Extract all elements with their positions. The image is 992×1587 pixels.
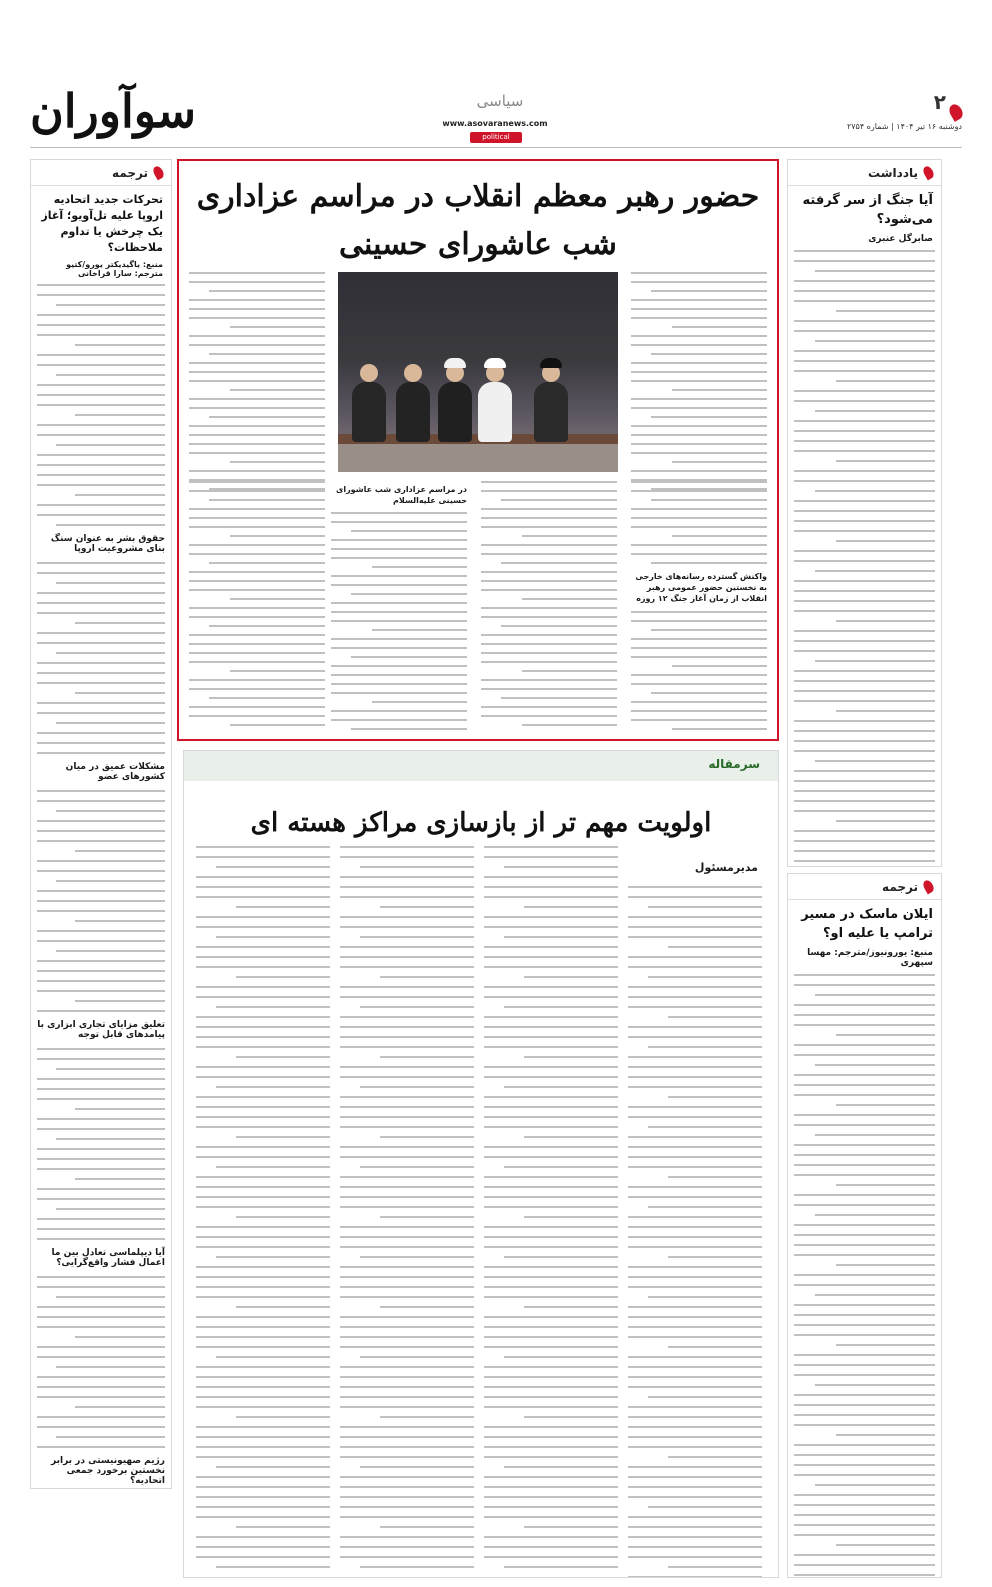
page-number: ۲ xyxy=(933,90,946,114)
editorial-tag: سرمقاله xyxy=(708,757,760,771)
note-headline[interactable]: آیا جنگ از سر گرفته می‌شود؟ xyxy=(802,193,933,227)
feature-column-2 xyxy=(479,481,619,733)
feature-article xyxy=(177,159,779,741)
editorial-author: مدیرمسئول xyxy=(694,861,758,874)
editorial-column-4 xyxy=(194,846,332,1576)
left-subhead-2: مشکلات عمیق در میان کشورهای عضو xyxy=(65,761,165,782)
left-subhead-3: تعلیق مزایای تجاری ابزاری با پیامدهای قابل توجه xyxy=(37,1019,165,1040)
left-header xyxy=(31,160,171,186)
left-subhead-1: حقوق بشر به عنوان سنگ بنای مشروعیت اروپا xyxy=(50,533,165,554)
feature-column-left-top xyxy=(187,272,327,497)
left-headline[interactable]: تحرکات جدید اتحادیه اروپا علیه تل‌آویو؛ آغاز یک چرخش یا تداوم ملاحظات؟ xyxy=(41,193,163,254)
section-marker-icon xyxy=(921,879,935,895)
right-column-translation xyxy=(787,873,942,1578)
feature-column-right-top xyxy=(629,272,769,497)
editorial-column-1 xyxy=(626,886,764,1578)
ceremony-photo[interactable] xyxy=(338,272,618,472)
translation-source: منبع: یورونیوز/مترجم: مهسا سپهری xyxy=(807,947,933,968)
masthead-divider xyxy=(30,147,962,148)
translation-header xyxy=(788,874,941,900)
left-tag: ترجمه xyxy=(112,165,148,180)
site-url[interactable]: www.asovaranews.com xyxy=(442,119,548,128)
translation-tag: ترجمه xyxy=(882,879,918,894)
feature-subhead-2: در مراسم عزاداری شب عاشورای حسینی علیه‌السلام xyxy=(336,485,467,506)
left-subhead-5: رژیم صهیونیستی در برابر نخستین برخورد جمعی اتحادیه؟ xyxy=(51,1455,165,1486)
right-column-note xyxy=(787,159,942,867)
editorial-column-3 xyxy=(338,846,476,1576)
left-body xyxy=(31,280,171,1489)
issue-date: دوشنبه ۱۶ تیر ۱۴۰۴ | شماره ۲۷۵۴ xyxy=(846,122,962,131)
note-body xyxy=(788,246,941,867)
feature-column-4 xyxy=(187,481,327,733)
note-header xyxy=(788,160,941,186)
translation-headline[interactable]: ایلان ماسک در مسیر ترامپ یا علیه او؟ xyxy=(801,907,933,941)
section-marker-icon xyxy=(151,165,165,181)
editorial-column-2 xyxy=(482,846,620,1576)
editorial-article xyxy=(183,750,779,1578)
feature-column-3 xyxy=(329,481,469,737)
editorial-band xyxy=(184,751,778,781)
translation-body xyxy=(788,970,941,1578)
section-en-badge: political xyxy=(470,132,522,143)
feature-column-1 xyxy=(629,481,769,737)
newspaper-logo[interactable]: سوآوران xyxy=(30,84,197,138)
section-marker-icon xyxy=(921,165,935,181)
left-subhead-4: آیا دیپلماسی تعادل بین ما اعمال فشار واقع‌گرایی؟ xyxy=(51,1247,165,1268)
feature-subhead-1: واکنش گسترده رسانه‌های خارجی به نخستین حضور عمومی رهبر انقلاب از زمان آغاز جنگ ۱۲ روزه xyxy=(635,572,767,604)
editorial-headline[interactable]: اولویت مهم تر از بازسازی مراکز هسته ای xyxy=(250,808,712,838)
section-title: سیاسی xyxy=(476,92,524,110)
note-author: صابرگل عنبری xyxy=(868,233,933,244)
note-tag: یادداشت xyxy=(868,165,918,180)
page-marker-icon xyxy=(947,102,965,122)
left-column-translation xyxy=(30,159,172,1489)
left-source: منبع: یاگیدیکتر یورو/کتیو مترجم: سارا قراخانی xyxy=(66,259,163,278)
feature-headline[interactable]: حضور رهبر معظم انقلاب در مراسم عزاداری شب عاشورای حسینی xyxy=(196,179,760,262)
masthead xyxy=(0,0,992,152)
